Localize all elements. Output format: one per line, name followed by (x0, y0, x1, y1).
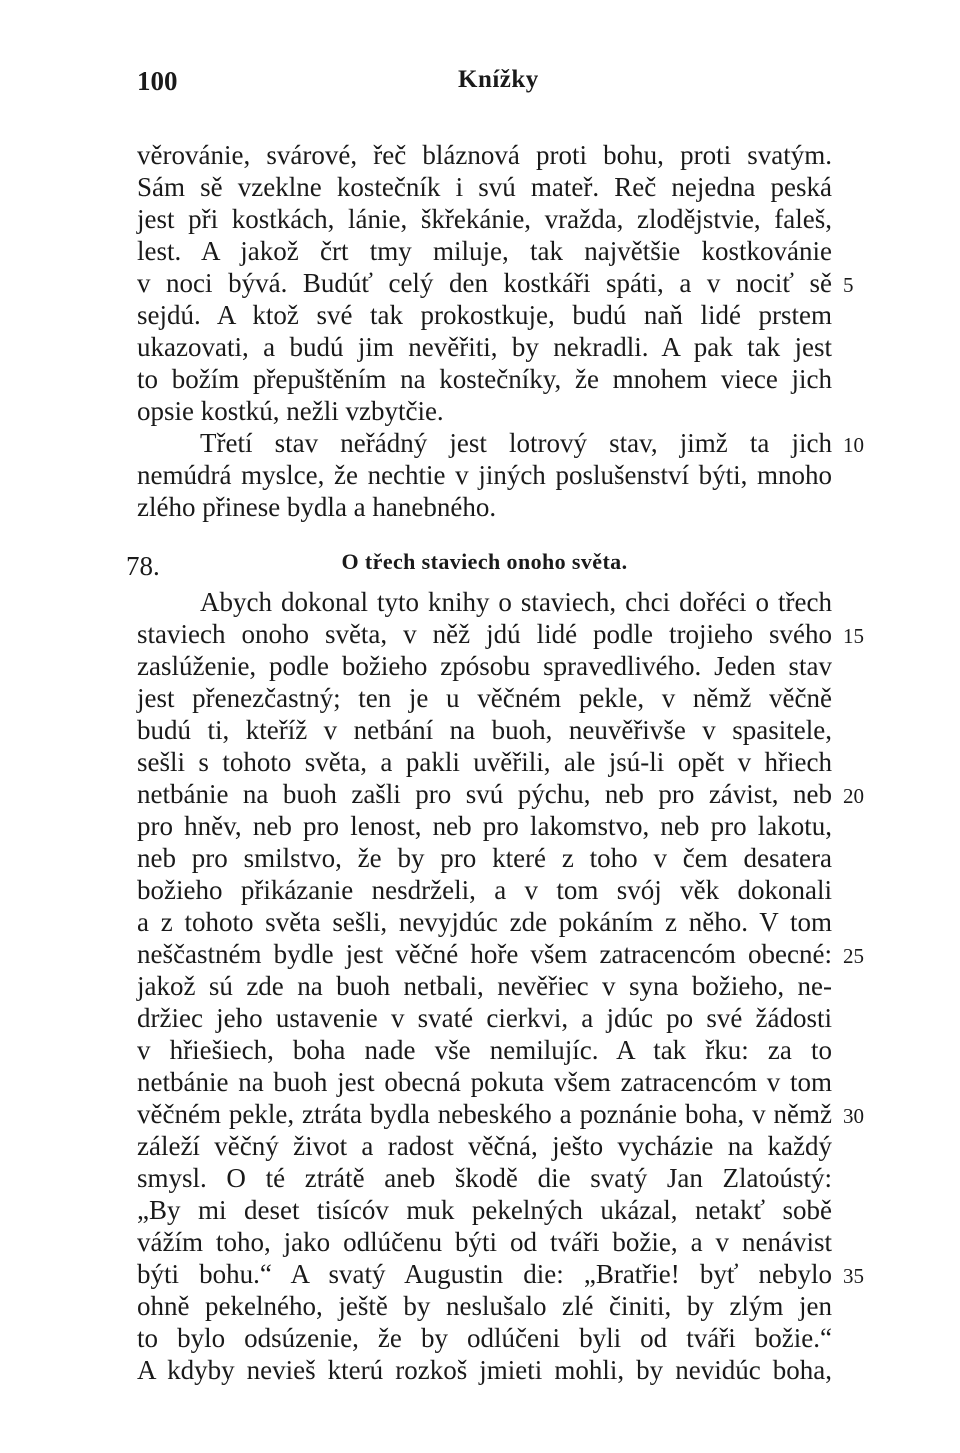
text-line: neščastném bydle jest věčné hoře všem zatracencóm obecné: (137, 939, 832, 969)
text-line: staviech onoho světa, v něž jdú lidé podle trojieho svého (137, 619, 832, 649)
text-line: opsie kostkú, nežli vzbytčie. (137, 396, 444, 426)
text-line: v noci bývá. Budúť celý den kostkáři spáti, a v nociť sě (137, 268, 832, 298)
text-line: nemúdrá myslce, že nechtie v jiných poslušenství býti, mnoho (137, 460, 832, 490)
text-line: věrovánie, svárové, řeč bláznová proti bohu, proti svatým. (137, 140, 832, 170)
text-line: Třetí stav neřádný jest lotrový stav, jimž ta jich (200, 428, 832, 458)
text-line: pro hněv, neb pro lenost, neb pro lakomstvo, neb pro lakotu, (137, 811, 832, 841)
text-line: netbánie na buoh zašli pro svú pýchu, neb pro závist, neb (137, 779, 832, 809)
margin-line-number: 15 (843, 624, 864, 648)
text-line: A kdyby nevieš kterú rozkoš jmieti mohli, by nevidúc boha, (137, 1355, 832, 1385)
text-line: záleží věčný život a radost věčná, ješto vycházie na každý (137, 1131, 832, 1161)
text-line: zaslúženie, podle božieho zpósobu spravedlivého. Jeden stav (137, 651, 832, 681)
text-line: Sám sě vzeklne kostečník i svú mateř. Reč nejedna peská (137, 172, 832, 202)
margin-line-number: 5 (843, 273, 854, 297)
text-line: jest přenezčastný; ten je u věčném pekle, v němž věčně (137, 683, 832, 713)
text-line: neb pro smilstvo, že by pro které z toho v čem desatera (137, 843, 832, 873)
text-line: jest při kostkách, lánie, škřekánie, vražda, zlodějstvie, faleš, (137, 204, 832, 234)
running-title: Knížky (458, 66, 539, 93)
text-line: a z tohoto světa sešli, nevyjdúc zde pokáním z něho. V tom (137, 907, 832, 937)
text-line: věčném pekle, ztráta bydla nebeského a poznánie boha, v němž (137, 1099, 832, 1129)
text-line: ukazovati, a budú jim nevěřiti, by nekradli. A pak tak jest (137, 332, 832, 362)
text-line: ohně pekelného, ještě by neslušalo zlé činiti, by zlým jen (137, 1291, 832, 1321)
text-line: vážím toho, jako odlúčenu býti od tváři božie, a v nenávist (137, 1227, 832, 1257)
margin-line-number: 25 (843, 944, 864, 968)
text-line: Abych dokonal tyto knihy o staviech, chci dořéci o třech (200, 587, 832, 617)
margin-line-number: 35 (843, 1264, 864, 1288)
text-line: „By mi deset tisícóv muk pekelných ukázal, netakť sobě (137, 1195, 832, 1225)
text-line: to bylo odsúzenie, že by odlúčeni byli od tváři božie.“ (137, 1323, 832, 1353)
text-line: netbánie na buoh jest obecná pokuta všem zatracencóm v tom (137, 1067, 832, 1097)
text-line: budú ti, kteříž v netbání na buoh, neuvěřivše v spasitele, (137, 715, 832, 745)
margin-line-number: 10 (843, 433, 864, 457)
text-line: lest. A jakož črt tmy miluje, tak najvětšie kostkovánie (137, 236, 832, 266)
text-line: božieho přikázanie nesdrželi, a v tom svój věk dokonali (137, 875, 832, 905)
text-line: to božím přepuštěním na kostečníky, že mnohem viece jich (137, 364, 832, 394)
text-line: sešli s tohoto světa, a pakli uvěřili, ale jsú-li opět v hřiech (137, 747, 832, 777)
text-line: jakož sú zde na buoh netbali, nevěřiec v syna božieho, ne- (137, 971, 832, 1001)
margin-line-number: 30 (843, 1104, 864, 1128)
section-heading: O třech staviech onoho světa. (341, 549, 628, 574)
text-line: zlého přinese bydla a hanebného. (137, 492, 497, 522)
margin-line-number: 20 (843, 784, 864, 808)
text-line: smysl. O té ztrátě aneb škodě die svatý Jan Zlatoústý: (137, 1163, 832, 1193)
text-line: držiec jeho ustavenie v svaté cierkvi, a jdúc po své žádosti (137, 1003, 832, 1033)
page-number: 100 (137, 66, 178, 96)
text-line: v hřiešiech, boha nade vše nemilujíc. A tak řku: za to (137, 1035, 832, 1065)
page-header (0, 66, 960, 106)
section-number: 78. (126, 551, 160, 581)
text-line: býti bohu.“ A svatý Augustin die: „Bratřie! byť nebylo (137, 1259, 832, 1289)
text-line: sejdú. A ktož své tak prokostkuje, budú naň lidé prstem (137, 300, 832, 330)
